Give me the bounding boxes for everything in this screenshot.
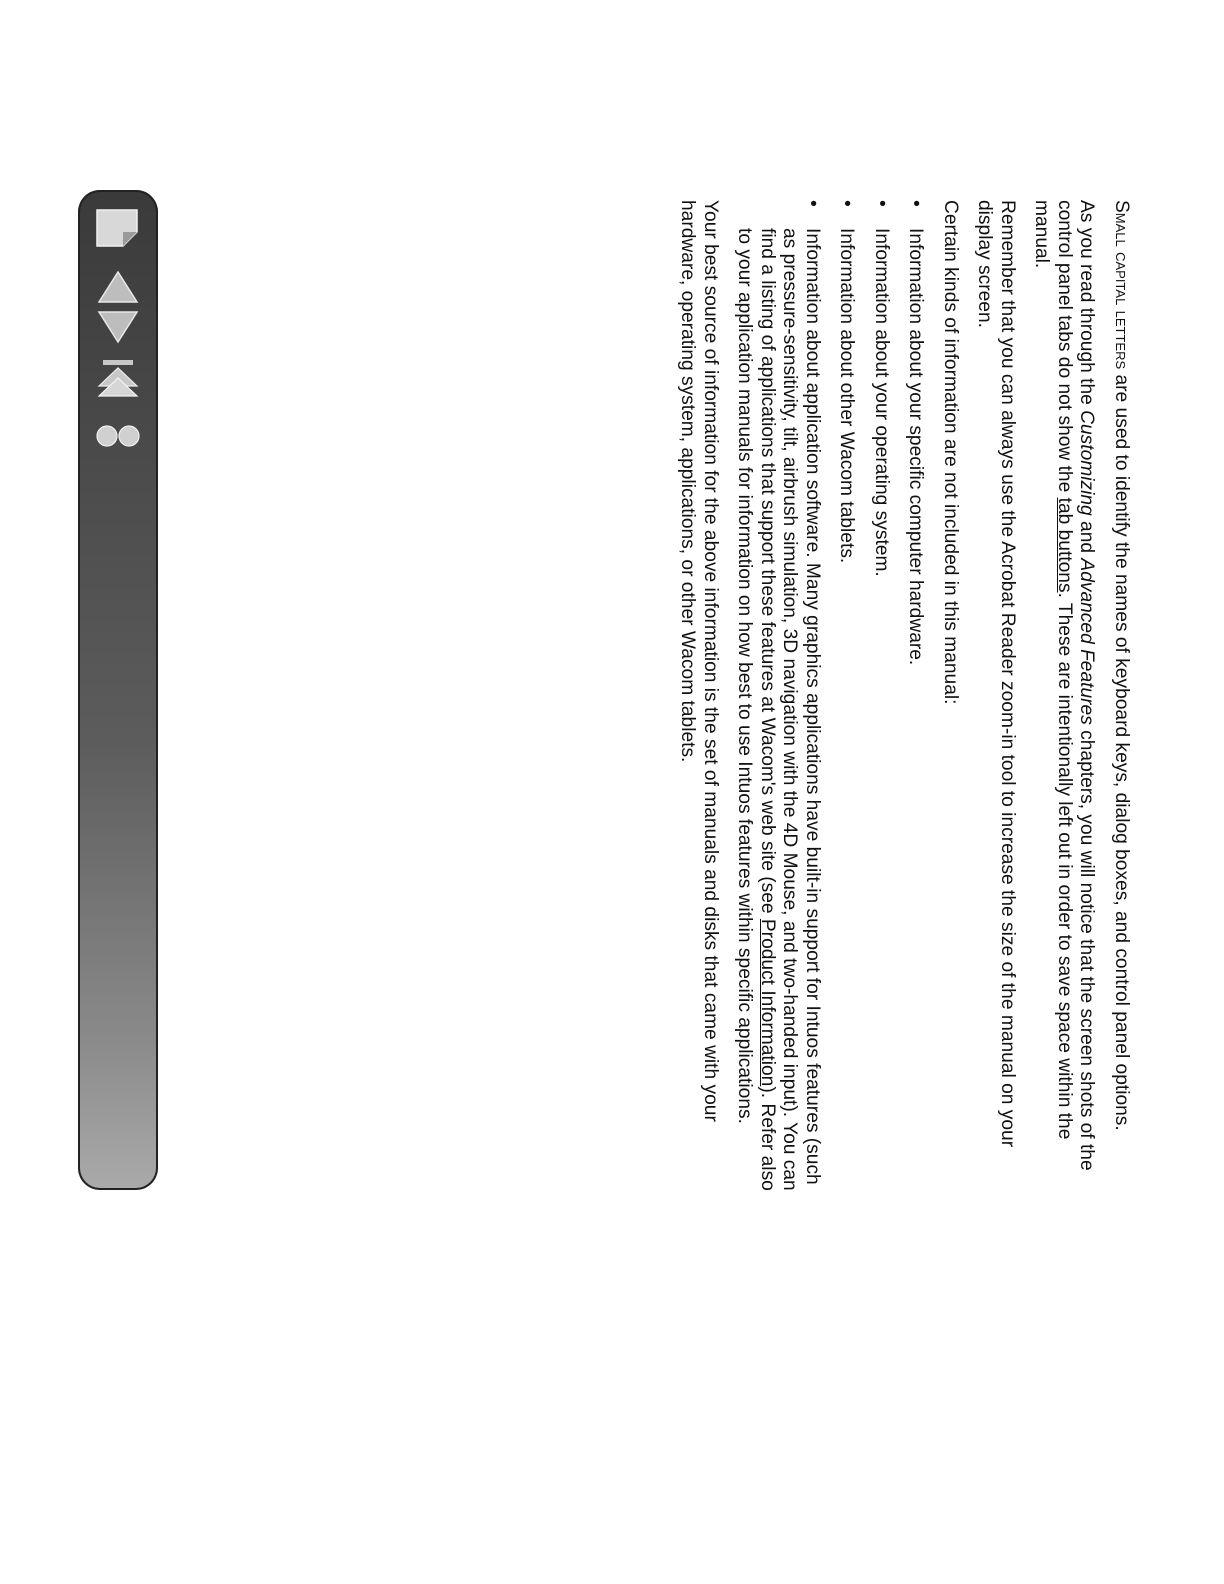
list-item: • Information about your operating system. [870, 200, 893, 1200]
paragraph-best-source: Your best source of information for the above information is the set of manuals and disks that came with your hardware, operating system, applications, or other Wacom tablets. [677, 200, 721, 1122]
product-information-link[interactable]: Product Information [757, 918, 778, 1087]
chapter-name-customizing: Customizing [1076, 410, 1098, 516]
paragraph-text: chapters, you will notice that the screen shots of the control panel tabs do not show the [1054, 200, 1098, 1171]
paragraph-not-included: Certain kinds of information are not included in this manual: [940, 200, 961, 705]
options-button[interactable] [88, 408, 148, 464]
tab-buttons-link[interactable]: tab buttons [1054, 497, 1075, 593]
home-button[interactable] [88, 200, 148, 256]
list-item-text: ). Refer also to your application manuals for information on how best to use Intuos features within specific applications. [734, 228, 778, 1191]
double-triangle-back-icon [93, 356, 143, 400]
go-back-button[interactable] [88, 350, 148, 406]
manual-body [664, 200, 1132, 1200]
chapter-name-advanced: Advanced Features [1076, 558, 1098, 725]
next-page-button[interactable] [88, 300, 148, 356]
list-item: • Information about other Wacom tablets. [835, 200, 858, 1200]
navigation-bar [78, 190, 158, 1190]
small-caps-term: Small capital letters [1111, 200, 1132, 370]
paragraph-small-caps [1110, 200, 1133, 1200]
paragraph-text: and [1076, 515, 1098, 559]
two-dots-icon [93, 414, 143, 458]
triangle-down-icon [95, 310, 141, 346]
paragraph-text: . These are intentionally left out in order to save space within the manual. [1031, 200, 1075, 1140]
list-item [733, 200, 823, 1200]
bullet-list [733, 200, 927, 1200]
paragraph-screen-shots [1030, 200, 1098, 1200]
home-icon [93, 206, 143, 250]
paragraph-text: are used to identify the names of keyboard keys, dialog boxes, and control panel options. [1111, 369, 1132, 1131]
list-item-text: Information about application software. Many graphics applications have built-in support for Intuos features (such as pressure-sensitivity, tilt, airbrush simulation, 3D navigation with the 4D Mouse, and two-handed input). You can find a listing of applications that support these features at Wacom's web site (see [757, 228, 823, 1191]
list-item: • Information about your specific computer hardware. [904, 200, 927, 1200]
paragraph-zoom: Remember that you can always use the Acrobat Reader zoom-in tool to increase the size of the manual on your display screen. [974, 200, 1018, 1148]
paragraph-text: As you read through the [1076, 200, 1098, 411]
triangle-up-icon [95, 268, 141, 304]
